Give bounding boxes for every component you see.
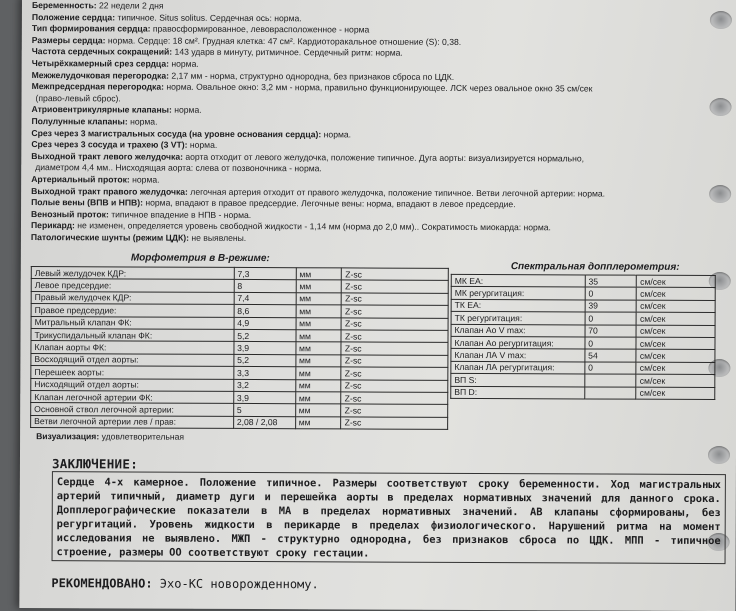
- doppler-value: 0: [585, 337, 637, 350]
- table-row: [451, 312, 715, 326]
- measure-value: 2,08 / 2,08: [233, 416, 295, 429]
- table-row: [451, 361, 715, 375]
- doppler-unit: см/сек: [636, 337, 715, 350]
- finding-label: Перикард:: [31, 220, 77, 230]
- measure-unit: мм: [295, 354, 341, 367]
- finding-line: [32, 23, 370, 35]
- table-row: [451, 274, 715, 288]
- doppler-value: 0: [585, 362, 637, 375]
- measure-value: 3,3: [234, 367, 296, 380]
- finding-line: [32, 58, 199, 70]
- finding-value: норма, впадают в правое предсердие. Легочные вены: норма, впадают в левое предсердие.: [145, 198, 515, 210]
- recommended-line: [51, 576, 318, 591]
- finding-value: легочная артерия отходит от правого желудочка, положение типичное. Ветви легочной артерии: норма.: [190, 186, 605, 198]
- finding-label: Беременность:: [32, 0, 99, 10]
- measure-value: 5: [233, 404, 295, 417]
- finding-value: 2,17 мм - норма, структурно однородна, без признаков сброса по ЦДК.: [171, 70, 454, 81]
- measure-value: 8: [234, 280, 296, 293]
- finding-line: [31, 209, 251, 221]
- finding-line: [31, 139, 217, 151]
- table-row: [451, 373, 715, 387]
- finding-value: правосформированное, левоврасположенное - норма: [153, 24, 369, 35]
- finding-value: норма.: [132, 174, 159, 184]
- doppler-name: ВП S:: [451, 373, 585, 386]
- finding-line: [32, 0, 164, 12]
- binder-hole: [710, 11, 732, 29]
- finding-label: Межжелудочковая перегородка:: [32, 70, 172, 81]
- measure-value: 3,9: [234, 342, 296, 355]
- finding-line: [31, 232, 246, 244]
- report-sheet: [19, 0, 736, 611]
- measure-value: 5,2: [234, 354, 296, 367]
- finding-label: Частота сердечных сокращений:: [32, 46, 175, 57]
- measure-name: Основной ствол легочной артерии:: [31, 403, 234, 416]
- measure-unit: мм: [295, 379, 341, 392]
- z-score: Z-sc: [342, 293, 449, 306]
- finding-value: 143 ударв в минуту, ритмичное. Сердечный ритм: норма.: [175, 47, 403, 58]
- finding-line: [32, 46, 403, 59]
- finding-value: не изменен, определяется уровень свободной жидкости - 1,14 мм (норма до 2,0 мм).. Сократимость миокарда: норма.: [77, 221, 551, 233]
- doppler-name: Клапан Ао V max:: [451, 324, 585, 337]
- measure-value: 4,9: [234, 317, 296, 330]
- table-row: [451, 287, 715, 301]
- finding-label: Срез через 3 сосуда и трахею (3 VT):: [31, 139, 190, 150]
- doppler-value: 70: [585, 325, 637, 338]
- measure-unit: мм: [295, 367, 341, 380]
- measure-name: Ветви легочной артерии лев / прав:: [31, 415, 234, 428]
- doppler-table: [450, 274, 716, 400]
- measure-unit: мм: [296, 342, 342, 355]
- doppler-value: [584, 386, 636, 399]
- z-score: Z-sc: [342, 268, 449, 281]
- doppler-name: ТК регургитация:: [451, 312, 585, 325]
- finding-line: [35, 162, 322, 174]
- finding-value: норма.: [171, 59, 198, 69]
- measure-name: Митральный клапан ФК:: [31, 316, 234, 329]
- measure-name: Восходящий отдел аорты:: [31, 353, 234, 366]
- doppler-name: ТК ЕА:: [451, 299, 585, 312]
- z-score: Z-sc: [341, 367, 448, 380]
- measure-unit: мм: [295, 416, 341, 429]
- recommended-value: Эхо-КС новорожденному.: [160, 577, 319, 592]
- finding-label: Патологические шунты (режим ЦДК):: [31, 232, 191, 243]
- finding-line: [31, 116, 157, 128]
- doppler-value: 0: [585, 287, 637, 300]
- finding-line: [36, 93, 121, 104]
- finding-value: норма. Сердце: 18 см². Грудная клетка: 47 см². Кардиоторакальное отношение (S): 0,38.: [108, 35, 461, 47]
- measure-value: 3,9: [233, 391, 295, 404]
- finding-value: типичное впадение в НПВ - норма.: [111, 209, 251, 220]
- finding-label: Венозный проток:: [31, 209, 111, 219]
- doppler-unit: см/сек: [637, 288, 716, 301]
- finding-value: не выявлены.: [191, 233, 246, 243]
- measure-value: 3,2: [233, 379, 295, 392]
- measure-name: Нисходящий отдел аорты:: [31, 378, 234, 391]
- doppler-name: Клапан ЛА регургитация:: [451, 361, 585, 374]
- z-score: Z-sc: [342, 305, 449, 318]
- doppler-value: 54: [585, 349, 637, 362]
- doppler-unit: см/сек: [636, 387, 715, 400]
- measure-name: Левый желудочек КДР:: [31, 267, 234, 280]
- table-row: [451, 299, 715, 313]
- measure-unit: мм: [296, 317, 342, 330]
- morphometry-table: [30, 266, 449, 430]
- finding-value: аорта отходит от левого желудочка, положение типичное. Дуга аорты: визуализируется нормально,: [185, 152, 584, 164]
- measure-unit: мм: [296, 305, 342, 318]
- measure-value: 7,3: [234, 267, 296, 280]
- conclusion-title: ЗАКЛЮЧЕНИЕ:: [52, 456, 138, 471]
- measure-name: Клапан аорты ФК:: [31, 341, 234, 354]
- measure-name: Левое предсердие:: [31, 279, 234, 292]
- table-row: [451, 336, 715, 350]
- doppler-unit: см/сек: [636, 325, 715, 338]
- measure-name: Перешеек аорты:: [31, 366, 234, 379]
- measure-name: Клапан легочной артерии ФК:: [31, 390, 234, 403]
- finding-label: Полулунные клапаны:: [31, 116, 130, 126]
- doppler-unit: см/сек: [636, 350, 715, 363]
- finding-label: Размеры сердца:: [32, 35, 108, 45]
- doppler-unit: см/сек: [636, 312, 715, 325]
- recommended-label: РЕКОМЕНДОВАНО:: [51, 576, 159, 590]
- z-score: Z-sc: [341, 330, 448, 343]
- binder-hole: [708, 446, 730, 464]
- finding-value: диаметром 4,4 мм.. Нисходящая аорта: слева от позвоночника - норма.: [35, 162, 322, 173]
- measure-unit: мм: [296, 292, 342, 305]
- morphometry-title: Морфометрия в В-режиме:: [131, 252, 270, 264]
- finding-value: типичное. Situs solitus. Сердечная ось: норма.: [117, 12, 301, 23]
- conclusion-text: Сердце 4-х камерное. Положение типичное. Размеры соответствуют сроку беременности. Ход магистральных артерий типичный, диаметр дуги и перешейка аорты в пределах нормативных значений для данного срока. Допплерографические показатели в МА в пределах нормативных значений. АВ клапаны сформированы, без регургитаций. Уровень жидкости в перикарде в пределах физиологического. Нарушений ритма на момент исследования не выявлено. МЖП - структурно однородна, без признаков сброса по ЦДК. МПП - типичное строение, размеры ОО соответствуют сроку гестации.: [52, 471, 726, 564]
- visualization-line: [36, 431, 184, 443]
- doppler-name: Клапан ЛА V max:: [451, 349, 585, 362]
- table-row: [451, 349, 715, 363]
- finding-line: [31, 128, 351, 140]
- finding-label: Выходной тракт правого желудочка:: [31, 186, 190, 197]
- z-score: Z-sc: [341, 342, 448, 355]
- z-score: Z-sc: [341, 392, 448, 405]
- doppler-value: 35: [585, 275, 637, 288]
- table-row: [31, 415, 448, 429]
- z-score: Z-sc: [342, 280, 449, 293]
- doppler-unit: см/сек: [637, 300, 716, 313]
- visualization-value: удовлетворительная: [102, 431, 184, 441]
- finding-value: норма.: [324, 129, 351, 139]
- finding-value: норма. Овальное окно: 3,2 мм - норма, правильно функционирующее. ЛСК через овальное окно 35 см/сек: [166, 82, 592, 94]
- binder-hole: [709, 98, 731, 116]
- finding-value: норма.: [174, 105, 201, 115]
- finding-label: Артериальный проток:: [31, 174, 132, 184]
- finding-label: Положение сердца:: [32, 12, 118, 22]
- measure-value: 8,6: [234, 305, 296, 318]
- finding-line: [31, 104, 201, 116]
- finding-label: Атриовентрикулярные клапаны:: [31, 104, 174, 115]
- finding-value: норма.: [130, 116, 157, 126]
- finding-label: Тип формирования сердца:: [32, 23, 153, 34]
- doppler-name: МК регургитация:: [451, 287, 585, 300]
- z-score: Z-sc: [341, 355, 448, 368]
- doppler-name: МК ЕА:: [451, 274, 585, 287]
- finding-label: Четырёхкамерный срез сердца:: [32, 58, 172, 69]
- measure-name: Правое предсердие:: [31, 304, 234, 317]
- finding-line: [31, 174, 159, 186]
- doppler-value: 39: [585, 300, 637, 313]
- z-score: Z-sc: [341, 417, 448, 430]
- measure-name: Правый желудочек КДР:: [31, 291, 234, 304]
- finding-label: Межпредсердная перегородка:: [32, 81, 167, 92]
- measure-unit: мм: [296, 280, 342, 293]
- doppler-value: [585, 374, 637, 387]
- z-score: Z-sc: [341, 317, 448, 330]
- doppler-unit: см/сек: [636, 362, 715, 375]
- measure-unit: мм: [295, 392, 341, 405]
- binder-hole: [709, 185, 731, 203]
- measure-value: 5,2: [234, 329, 296, 342]
- table-row: [451, 324, 715, 338]
- z-score: Z-sc: [341, 404, 448, 417]
- doppler-unit: см/сек: [637, 275, 716, 288]
- visualization-label: Визуализация:: [36, 431, 102, 441]
- finding-value: 22 недели 2 дня: [99, 0, 164, 10]
- measure-unit: мм: [296, 330, 342, 343]
- measure-unit: мм: [295, 404, 341, 417]
- doppler-title: Спектральная допплерометрия:: [511, 261, 680, 273]
- table-row: [451, 386, 715, 400]
- z-score: Z-sc: [341, 379, 448, 392]
- finding-value: (право-левый сброс).: [36, 93, 121, 103]
- finding-line: [32, 12, 302, 24]
- doppler-name: ВП D:: [451, 386, 585, 399]
- measure-unit: мм: [296, 268, 342, 281]
- finding-value: норма.: [190, 140, 217, 150]
- finding-label: Выходной тракт левого желудочка:: [31, 151, 185, 162]
- measure-name: Трикуспидальный клапан ФК:: [31, 328, 234, 341]
- doppler-value: 0: [585, 312, 637, 325]
- doppler-name: Клапан Ао регургитация:: [451, 336, 585, 349]
- finding-label: Полые вены (ВПВ и НПВ):: [31, 197, 145, 207]
- doppler-unit: см/сек: [636, 374, 715, 387]
- measure-value: 7,4: [234, 292, 296, 305]
- finding-label: Срез через 3 магистральных сосуда (на уровне основания сердца):: [31, 128, 323, 139]
